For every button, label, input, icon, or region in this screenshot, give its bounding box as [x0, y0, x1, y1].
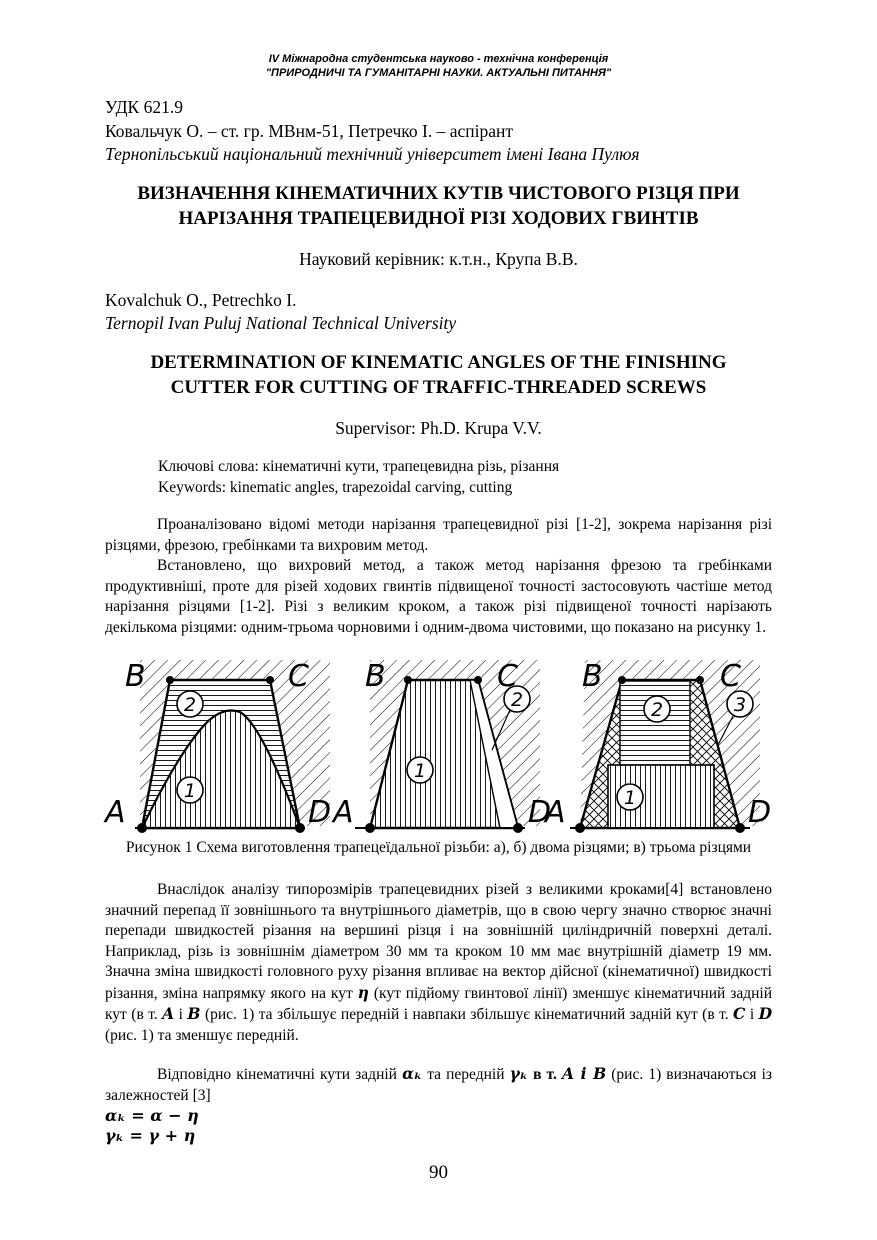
point-C: C [733, 1004, 746, 1023]
figure-panel-b [331, 659, 551, 833]
alpha-k-symbol: αₖ [402, 1064, 423, 1083]
fig-b-label-2: 2 [510, 689, 524, 711]
fig-c-label-D: D [748, 795, 772, 830]
paragraph-4-text-b: та передній [427, 1066, 505, 1083]
supervisor-en: Supervisor: Ph.D. Krupa V.V. [335, 418, 542, 438]
point-A: A [162, 1004, 175, 1023]
fig-c-label-B: B [582, 659, 603, 694]
conj-i-1: і [178, 1006, 183, 1023]
eta-symbol: η [357, 982, 369, 1002]
paragraph-2 [105, 556, 772, 638]
figure-1 [100, 652, 780, 837]
paragraph-3-text-c: (рис. 1) та збільшує передній і навпаки збільшує кінематичний задній кут (в т. [204, 1006, 729, 1023]
udk: УДК 621.9 [105, 97, 183, 117]
fig-c-label-C: C [720, 659, 741, 694]
paragraph-3-text-d: (рис. 1) та зменшує передній. [105, 1026, 299, 1044]
title-ua-line2: НАРІЗАННЯ ТРАПЕЦЕВИДНОЇ РІЗІ ХОДОВИХ ГВИНТІВ [178, 208, 699, 229]
fig-b-label-C: C [497, 659, 518, 694]
fig-a-label-A: A [105, 795, 126, 830]
figure-panel-a [103, 659, 345, 833]
point-D: D [758, 1004, 773, 1023]
figure-panel-c [543, 659, 771, 833]
title-en-line2: CUTTER FOR CUTTING OF TRAFFIC-THREADED SCREWS [170, 377, 707, 398]
figure-caption: Рисунок 1 Схема виготовлення трапецеїдальної різьби: а), б) двома різцями; в) трьома різцями [125, 839, 752, 856]
conference-title-line1: IV Міжнародна студентська науково - технічна конференція [268, 53, 609, 65]
fig-a-label-B: B [125, 659, 146, 694]
fig-b-label-D: D [528, 795, 552, 830]
keywords-en: Keywords: kinematic angles, trapezoidal carving, cutting [158, 479, 513, 496]
fig-a-label-C: C [288, 659, 309, 694]
supervisor-ua: Науковий керівник: к.т.н., Крупа В.В. [299, 249, 578, 269]
authors-ua: Ковальчук О. – ст. гр. МВнм-51, Петречко І. – аспірант [105, 121, 513, 141]
affiliation-ua: Тернопільський національний технічний університет імені Івана Пулюя [105, 144, 640, 164]
conj-i-2: і [749, 1006, 755, 1023]
title-en-line1: DETERMINATION OF KINEMATIC ANGLES OF THE FINISHING [150, 352, 727, 373]
paragraph-3-text-b: (кут підйому гвинтової лінії) зменшує кінематичний задній кут (в т. [105, 984, 772, 1023]
fig-c-label-1: 1 [623, 787, 637, 809]
authors-en: Kovalchuk O., Petrechko I. [105, 290, 297, 310]
paragraph-3 [105, 880, 772, 1046]
paragraph-4-text-a: Відповідно кінематичні кути задній [157, 1066, 397, 1083]
point-B: B [187, 1004, 201, 1023]
fig-c-label-A: A [545, 795, 566, 830]
points-A-B: A і B [561, 1064, 607, 1083]
fig-c-label-3: 3 [733, 694, 747, 716]
paragraph-1-text: Проаналізовано відомі методи нарізання трапецевидної різі [1-2], зокрема нарізання різі різцями, фрезою, гребінками та вихровим метод. [105, 516, 772, 554]
fig-a-label-2: 2 [183, 694, 197, 716]
affiliation-en: Ternopil Ivan Puluj National Technical University [105, 313, 457, 333]
paragraph-2-text: Встановлено, що вихровий метод, а також метод нарізання фрезою та гребінками продуктивніші, проте для різей ходових гвинтів підвищеної точності застосовують частіше метод нарізання різцями [1-2]. Різі з великим кроком, а також різі підвищеної точності нарізають декількома різцями: одним-трьома чорновими і одним-двома чистовими, що показано на рисунку 1. [105, 557, 772, 636]
fig-b-label-A: A [333, 795, 354, 830]
paragraph-4-text-c: в т. [533, 1066, 557, 1083]
conference-title-line2: "ПРИРОДНИЧІ ТА ГУМАНІТАРНІ НАУКИ. АКТУАЛЬНІ ПИТАННЯ" [265, 67, 612, 79]
keywords-ua: Ключові слова: кінематичні кути, трапецевидна різь, різання [158, 458, 560, 475]
fig-c-label-2: 2 [650, 699, 664, 721]
fig-a-label-1: 1 [183, 780, 197, 802]
paragraph-1 [105, 515, 772, 556]
paragraph-4 [105, 1064, 772, 1106]
formula-alpha: αₖ = α − η [105, 1106, 199, 1125]
page-number: 90 [429, 1162, 448, 1183]
paragraph-4-text-d: (рис. 1) визначаються із залежностей [3] [105, 1066, 773, 1104]
fig-a-label-D: D [308, 795, 332, 830]
paragraph-3-text-a: Внаслідок аналізу типорозмірів трапецевидних різей з великими кроками[4] встановлено значний перепад її зовнішнього та внутрішнього діаметрів, що в свою чергу значно створює значні перепади швидкостей різання на вершині різця і на зовнішній циліндричній поверхні деталі. Наприклад, різь із зовнішнім діаметром 30 мм та кроком 10 мм має внутрішній діаметр 19 мм. Значна зміна швидкості головного руху різання впливає на вектор дійсної (кінематичної) швидкості різання, зміна напрямку якого на кут [105, 881, 772, 1002]
gamma-k-symbol: γₖ [509, 1064, 528, 1083]
fig-b-label-B: B [365, 659, 386, 694]
title-ua-line1: ВИЗНАЧЕННЯ КІНЕМАТИЧНИХ КУТІВ ЧИСТОВОГО РІЗЦЯ ПРИ [137, 183, 740, 204]
fig-b-label-1: 1 [413, 760, 427, 782]
formula-gamma: γₖ = γ + η [105, 1126, 196, 1145]
